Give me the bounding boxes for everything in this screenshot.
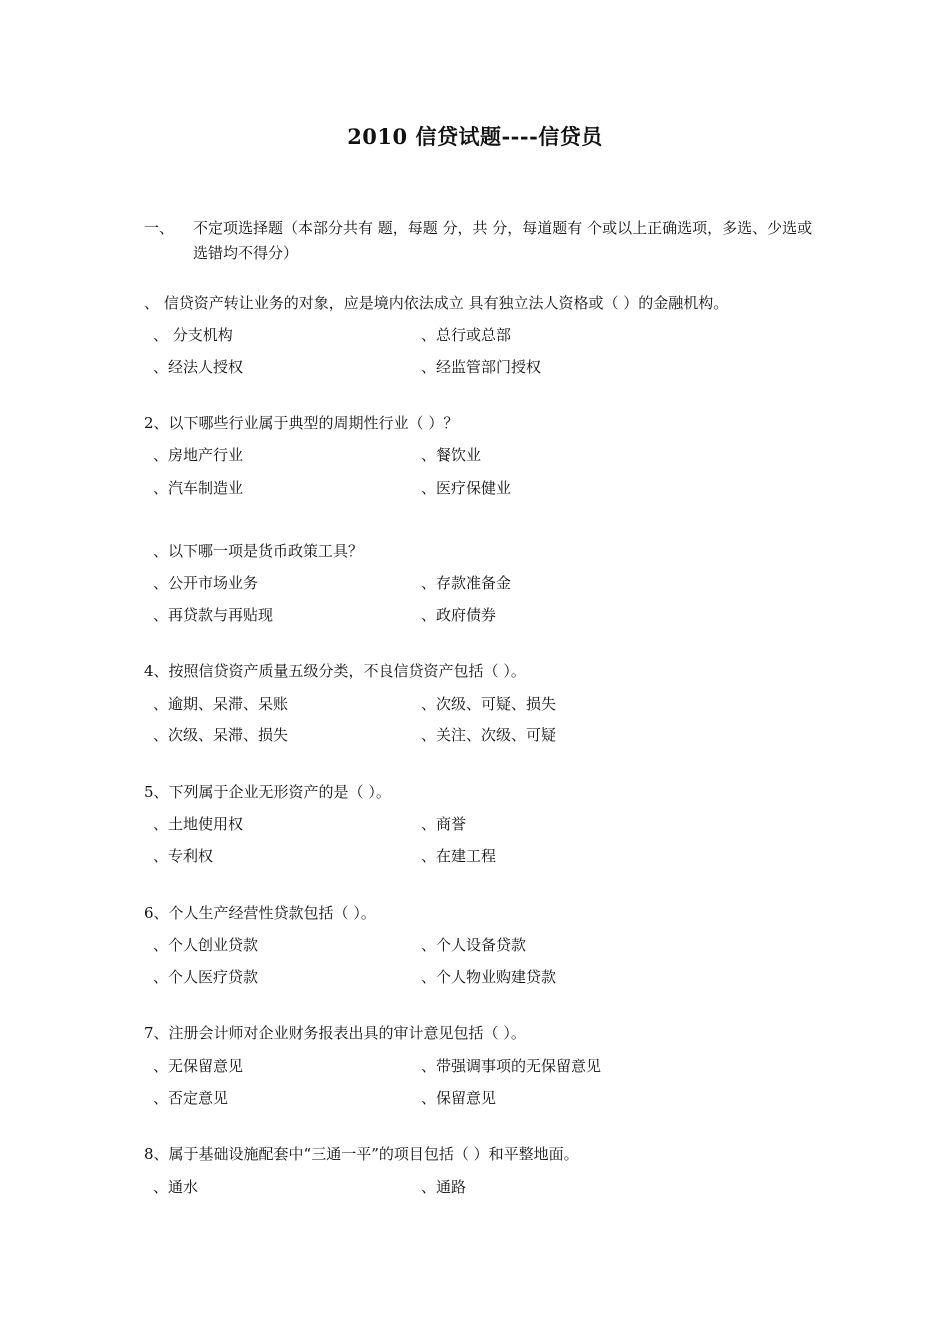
option-d: 、政府债券: [421, 606, 497, 624]
option-d: 、保留意见: [421, 1089, 497, 1107]
option-b: 、存款准备金: [421, 574, 512, 592]
option-b: 、总行或总部: [421, 326, 512, 344]
option-b: 、商誉: [421, 815, 467, 833]
option-b: 、餐饮业: [421, 446, 482, 464]
option-c: 、次级、呆滞、损失: [153, 726, 289, 744]
option-a: 、 分支机构: [153, 326, 233, 344]
option-c: 、再贷款与再贴现: [153, 606, 274, 624]
question-stem-7: 7、注册会计师对企业财务报表出具的审计意见包括（ ）。: [144, 1024, 526, 1042]
option-c: 、经法人授权: [153, 358, 244, 376]
question-stem-1: 、 信贷资产转让业务的对象，应是境内依法成立 具有独立法人资格或（ ）的金融机构。: [144, 294, 729, 312]
option-a: 、土地使用权: [153, 815, 244, 833]
question-stem-4: 4、按照信贷资产质量五级分类，不良信贷资产包括（ ）。: [144, 662, 526, 680]
option-a: 、个人创业贷款: [153, 936, 259, 954]
option-d: 、个人物业购建贷款: [421, 968, 557, 986]
option-d: 、关注、次级、可疑: [421, 726, 557, 744]
option-c: 、专利权: [153, 847, 214, 865]
section-heading: [144, 216, 824, 266]
option-b: 、次级、可疑、损失: [421, 695, 557, 713]
question-stem-6: 6、个人生产经营性贷款包括（ ）。: [144, 904, 376, 922]
option-c: 、汽车制造业: [153, 479, 244, 497]
question-stem-5: 5、下列属于企业无形资产的是（ ）。: [144, 783, 391, 801]
question-stem-2: 2、以下哪些行业属于典型的周期性行业（ ）？: [144, 414, 459, 432]
option-d: 、经监管部门授权: [421, 358, 542, 376]
option-d: 、在建工程: [421, 847, 497, 865]
question-stem-8: 8、属于基础设施配套中“三通一平”的项目包括（ ）和平整地面。: [144, 1145, 579, 1163]
section-number: 一、: [144, 219, 175, 237]
option-c: 、个人医疗贷款: [153, 968, 259, 986]
option-a: 、通水: [153, 1178, 199, 1196]
section-instructions: 不定项选择题（本部分共有 题，每题 分，共 分，每道题有 个或以上正确选项，多选、少选或选错均不得分）: [193, 219, 813, 262]
option-a: 、公开市场业务: [153, 574, 259, 592]
option-b: 、通路: [421, 1178, 467, 1196]
option-a: 、无保留意见: [153, 1057, 244, 1075]
option-b: 、个人设备贷款: [421, 936, 527, 954]
option-a: 、逾期、呆滞、呆账: [153, 695, 289, 713]
option-b: 、带强调事项的无保留意见: [421, 1057, 602, 1075]
option-c: 、否定意见: [153, 1089, 229, 1107]
option-a: 、房地产行业: [153, 446, 244, 464]
option-d: 、医疗保健业: [421, 479, 512, 497]
question-stem-3: 、以下哪一项是货币政策工具？: [153, 542, 364, 560]
document-title: 2010 信贷试题----信贷员: [347, 124, 603, 149]
